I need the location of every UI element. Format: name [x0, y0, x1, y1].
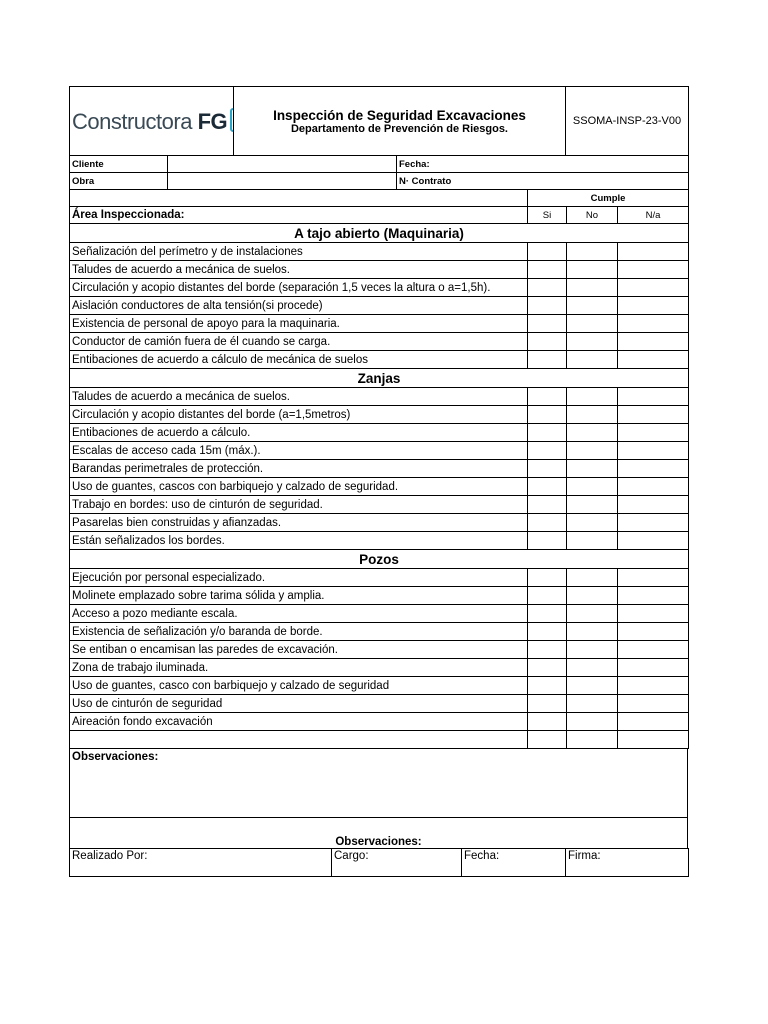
logo-mark-icon [230, 108, 233, 132]
checklist-row [70, 460, 689, 478]
checklist-row [70, 333, 689, 351]
check-na-cell[interactable] [618, 514, 689, 532]
checklist-row [70, 261, 689, 279]
check-na-cell[interactable] [618, 424, 689, 442]
logo-brand: FG [197, 108, 228, 134]
check-na-cell[interactable] [618, 496, 689, 514]
firma-field[interactable]: Firma: [566, 849, 689, 877]
check-na-cell[interactable] [618, 388, 689, 406]
check-no-cell[interactable] [567, 243, 618, 261]
area-inspeccionada-label: Área Inspeccionada: [70, 207, 528, 224]
checklist-table [69, 223, 689, 749]
check-na-cell[interactable] [618, 659, 689, 677]
check-no-cell[interactable] [567, 713, 618, 731]
check-no-cell[interactable] [567, 406, 618, 424]
check-na-cell[interactable] [618, 460, 689, 478]
check-no-cell[interactable] [567, 388, 618, 406]
checklist-item-label: Existencia de personal de apoyo para la maquinaria. [70, 315, 528, 333]
check-na-cell[interactable] [618, 641, 689, 659]
observaciones-label-2: Observaciones: [70, 818, 688, 849]
check-na-cell[interactable] [618, 623, 689, 641]
checklist-item-label: Taludes de acuerdo a mecánica de suelos. [70, 261, 528, 279]
check-no-cell[interactable] [567, 496, 618, 514]
check-no-cell[interactable] [567, 605, 618, 623]
cliente-field[interactable] [168, 156, 397, 173]
col-no: No [567, 207, 618, 224]
checklist-row [70, 641, 689, 659]
checklist-item-label: Se entiban o encamisan las paredes de excavación. [70, 641, 528, 659]
checklist-item-label: Señalización del perímetro y de instalaciones [70, 243, 528, 261]
check-na-cell[interactable] [618, 569, 689, 587]
check-no-cell[interactable] [567, 261, 618, 279]
check-no-cell[interactable] [567, 279, 618, 297]
check-no-cell[interactable] [567, 677, 618, 695]
check-na-cell[interactable] [618, 587, 689, 605]
company-logo [70, 87, 234, 156]
check-si-cell[interactable] [528, 695, 567, 713]
section-title: Pozos [70, 550, 689, 569]
contrato-field[interactable]: N· Contrato [397, 173, 689, 190]
check-na-cell[interactable] [618, 532, 689, 550]
checklist-item-label: Aislación conductores de alta tensión(si procede) [70, 297, 528, 315]
checklist-row [70, 623, 689, 641]
check-si-cell[interactable] [528, 424, 567, 442]
checklist-row [70, 677, 689, 695]
checklist-item-label: Ejecución por personal especializado. [70, 569, 528, 587]
section-title: A tajo abierto (Maquinaria) [70, 224, 689, 243]
form-code: SSOMA-INSP-23-V00 [566, 87, 689, 156]
check-no-cell[interactable] [567, 424, 618, 442]
checklist-item-label: Taludes de acuerdo a mecánica de suelos. [70, 388, 528, 406]
check-si-cell[interactable] [528, 713, 567, 731]
checklist-item-label: Circulación y acopio distantes del borde (separación 1,5 veces la altura o a=1,5h). [70, 279, 528, 297]
check-na-cell[interactable] [618, 261, 689, 279]
checklist-item-label [70, 731, 528, 749]
check-no-cell[interactable] [567, 297, 618, 315]
cargo-field[interactable]: Cargo: [332, 849, 462, 877]
check-si-cell[interactable] [528, 731, 567, 749]
check-na-cell[interactable] [618, 351, 689, 369]
checklist-row [70, 406, 689, 424]
check-si-cell[interactable] [528, 623, 567, 641]
check-si-cell[interactable] [528, 388, 567, 406]
form-title-cell [234, 87, 566, 156]
form-title: Inspección de Seguridad Excavaciones [273, 107, 526, 123]
check-no-cell[interactable] [567, 641, 618, 659]
check-na-cell[interactable] [618, 243, 689, 261]
check-si-cell[interactable] [528, 315, 567, 333]
check-na-cell[interactable] [618, 677, 689, 695]
checklist-row [70, 315, 689, 333]
checklist-item-label: Están señalizados los bordes. [70, 532, 528, 550]
check-na-cell[interactable] [618, 315, 689, 333]
col-na: N/a [618, 207, 689, 224]
checklist-row [70, 659, 689, 677]
checklist-item-label: Entibaciones de acuerdo a cálculo. [70, 424, 528, 442]
checklist-item-label: Uso de cinturón de seguridad [70, 695, 528, 713]
checklist-item-label: Uso de guantes, casco con barbiquejo y calzado de seguridad [70, 677, 528, 695]
check-no-cell[interactable] [567, 659, 618, 677]
checklist-row [70, 532, 689, 550]
checklist-item-label: Aireación fondo excavación [70, 713, 528, 731]
checklist-row [70, 351, 689, 369]
check-si-cell[interactable] [528, 677, 567, 695]
check-si-cell[interactable] [528, 333, 567, 351]
obra-label: Obra [70, 173, 168, 190]
check-si-cell[interactable] [528, 605, 567, 623]
checklist-item-label: Entibaciones de acuerdo a cálculo de mecánica de suelos [70, 351, 528, 369]
check-si-cell[interactable] [528, 243, 567, 261]
checklist-item-label: Barandas perimetrales de protección. [70, 460, 528, 478]
fecha-field[interactable]: Fecha: [397, 156, 689, 173]
blank-cell [70, 190, 528, 207]
check-na-cell[interactable] [618, 297, 689, 315]
header-table [69, 86, 689, 156]
cumple-header: Cumple [528, 190, 689, 207]
check-na-cell[interactable] [618, 605, 689, 623]
form-subtitle: Departamento de Prevención de Riesgos. [290, 122, 508, 135]
check-no-cell[interactable] [567, 731, 618, 749]
checklist-item-label: Acceso a pozo mediante escala. [70, 605, 528, 623]
observations-table [69, 748, 688, 848]
check-si-cell[interactable] [528, 478, 567, 496]
inspection-form [69, 86, 688, 877]
check-no-cell[interactable] [567, 478, 618, 496]
col-si: Si [528, 207, 567, 224]
check-si-cell[interactable] [528, 406, 567, 424]
check-si-cell[interactable] [528, 261, 567, 279]
footer-table [69, 848, 689, 877]
check-si-cell[interactable] [528, 532, 567, 550]
check-no-cell[interactable] [567, 532, 618, 550]
check-na-cell[interactable] [618, 333, 689, 351]
checklist-row [70, 442, 689, 460]
check-no-cell[interactable] [567, 442, 618, 460]
check-no-cell[interactable] [567, 351, 618, 369]
checklist-row [70, 279, 689, 297]
check-no-cell[interactable] [567, 569, 618, 587]
check-no-cell[interactable] [567, 460, 618, 478]
check-no-cell[interactable] [567, 623, 618, 641]
observaciones-label: Observaciones: [72, 751, 159, 763]
check-si-cell[interactable] [528, 297, 567, 315]
cliente-label: Cliente [70, 156, 168, 173]
logo-word: Constructora [72, 108, 192, 134]
checklist-item-label: Uso de guantes, cascos con barbiquejo y calzado de seguridad. [70, 478, 528, 496]
check-no-cell[interactable] [567, 333, 618, 351]
check-na-cell[interactable] [618, 442, 689, 460]
check-na-cell[interactable] [618, 406, 689, 424]
check-si-cell[interactable] [528, 641, 567, 659]
check-na-cell[interactable] [618, 478, 689, 496]
checklist-item-label: Pasarelas bien construidas y afianzadas. [70, 514, 528, 532]
checklist-item-label: Zona de trabajo iluminada. [70, 659, 528, 677]
fecha-footer-field[interactable]: Fecha: [462, 849, 566, 877]
check-si-cell[interactable] [528, 587, 567, 605]
checklist-row [70, 243, 689, 261]
section-title: Zanjas [70, 369, 689, 388]
check-na-cell[interactable] [618, 713, 689, 731]
check-na-cell[interactable] [618, 731, 689, 749]
observaciones-box[interactable] [70, 749, 688, 818]
check-si-cell[interactable] [528, 351, 567, 369]
check-no-cell[interactable] [567, 587, 618, 605]
check-si-cell[interactable] [528, 569, 567, 587]
checklist-row [70, 297, 689, 315]
checklist-row [70, 731, 689, 749]
checklist-row [70, 388, 689, 406]
fields-table [69, 155, 689, 224]
check-si-cell[interactable] [528, 279, 567, 297]
check-si-cell[interactable] [528, 659, 567, 677]
checklist-row [70, 587, 689, 605]
checklist-row [70, 695, 689, 713]
check-si-cell[interactable] [528, 514, 567, 532]
check-no-cell[interactable] [567, 695, 618, 713]
realizado-por-field[interactable]: Realizado Por: [70, 849, 332, 877]
checklist-item-label: Molinete emplazado sobre tarima sólida y amplia. [70, 587, 528, 605]
checklist-row [70, 424, 689, 442]
check-na-cell[interactable] [618, 695, 689, 713]
obra-field[interactable] [168, 173, 397, 190]
checklist-item-label: Conductor de camión fuera de él cuando se carga. [70, 333, 528, 351]
check-no-cell[interactable] [567, 315, 618, 333]
checklist-item-label: Circulación y acopio distantes del borde (a=1,5metros) [70, 406, 528, 424]
check-no-cell[interactable] [567, 514, 618, 532]
checklist-row [70, 605, 689, 623]
checklist-row [70, 478, 689, 496]
checklist-item-label: Existencia de señalización y/o baranda de borde. [70, 623, 528, 641]
check-si-cell[interactable] [528, 460, 567, 478]
checklist-row [70, 713, 689, 731]
check-si-cell[interactable] [528, 442, 567, 460]
checklist-row [70, 496, 689, 514]
checklist-item-label: Trabajo en bordes: uso de cinturón de seguridad. [70, 496, 528, 514]
checklist-row [70, 514, 689, 532]
checklist-item-label: Escalas de acceso cada 15m (máx.). [70, 442, 528, 460]
checklist-row [70, 569, 689, 587]
check-na-cell[interactable] [618, 279, 689, 297]
check-si-cell[interactable] [528, 496, 567, 514]
